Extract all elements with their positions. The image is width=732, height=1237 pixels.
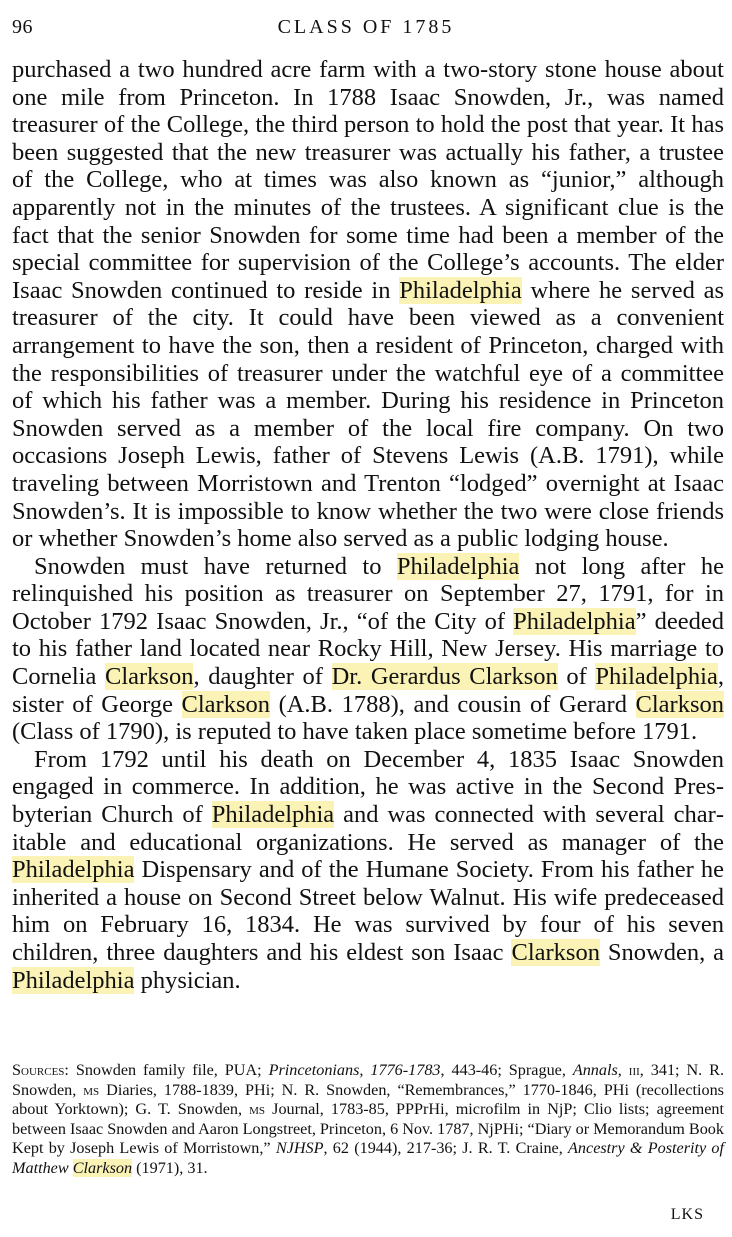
highlight-philadelphia: Philadelphia	[513, 607, 636, 635]
paragraph-2	[12, 553, 724, 746]
text-run: not long after he relinquished his position as treasurer on September 27, 1791, for in October 1792 Isaac Snowden, Jr., “of the City of	[12, 552, 724, 635]
source-text: Journal, 1783-85, PPPrHi, microfilm in NjP; Clio lists; agreement between Isaac Snowden and Aaron Longstreet, Princeton, 6 Nov. 1787, NjPHi; “Diary or Memorandum Book Kept by Joseph Lewis of Morristown,”	[12, 1100, 725, 1158]
author-initials: LKS	[670, 1206, 704, 1223]
text-run: of	[557, 663, 596, 691]
sources-note	[12, 1061, 724, 1179]
highlight-philadelphia: Philadelphia	[399, 276, 522, 304]
source-text: , 341; N. R. Snowden,	[12, 1061, 724, 1099]
highlight-philadelphia: Philadelphia	[12, 856, 135, 884]
source-text: ,	[617, 1061, 629, 1079]
text-run: purchased a two hundred acre farm with a two-story stone house about one mile from Princeton. In 1788 Isaac Snowden, Jr., was named treasurer of the College, the third person to hold the post that year. It has been suggested that the new treasurer was actually his father, a trustee of the College, who at times was also known as “junior,” although apparently not in the minutes of the trustees. A significant clue is the fact that the senior Snowden for some time had been a member of the special committee for supervision of the College’s accounts. The elder Isaac Snowden continued to reside in	[12, 56, 724, 304]
source-text: , 62 (1944), 217-36; J. R. T. Craine,	[323, 1139, 569, 1158]
source-text: Snowden family file, PUA;	[68, 1061, 269, 1079]
text-run: physician.	[134, 966, 241, 994]
highlight-clarkson: Clarkson	[105, 663, 194, 691]
highlight-philadelphia: Philadelphia	[12, 966, 135, 994]
highlight-philadelphia: Philadelphia	[396, 552, 520, 580]
source-abbrev: ms	[83, 1080, 100, 1099]
highlight-gerardus-clarkson: Dr. Gerardus Clarkson	[331, 663, 558, 691]
text-run: , daughter of	[193, 663, 332, 691]
text-run: where he served as treasurer of the city. It could have been viewed as a convenient arrangement to have the son, then a resident of Princeton, charged with the responsibilities of treasurer under the watchful eye of a committee of which his father was a member. During his residence in Princeton Snowden served as a member of the local fire company. On two occasions Joseph Lewis, father of Stevens Lewis (A.B. 1791), while traveling between Morristown and Trenton “lodged” overnight at Isaac Snowden’s. It is impossible to know whether the two were close friends or whether Snowden’s home also served as a public lodging house.	[12, 276, 725, 553]
text-run: (A.B. 1788), and cousin of Gerard	[270, 690, 636, 718]
body-text	[12, 56, 724, 994]
highlight-clarkson: Clarkson	[181, 690, 270, 718]
text-run: and was connected with several charitable and educational organizations. He served as manager of the	[12, 801, 724, 856]
sources-label: Sources:	[12, 1061, 69, 1079]
page-number: 96	[12, 16, 33, 38]
text-run: Snowden, a	[599, 939, 724, 966]
source-abbrev: ms	[249, 1100, 266, 1119]
source-title: NJHSP	[275, 1139, 324, 1158]
paragraph-3	[12, 746, 724, 994]
source-title: Princetonians, 1776-1783	[268, 1061, 441, 1079]
source-text: Diaries, 1788-1839, PHi; N. R. Snowden, “Remembrances,” 1770-1846, PHi (recollections about Yorktown); G. T. Snowden,	[12, 1080, 724, 1119]
paragraph-1	[12, 56, 724, 553]
source-text: , 443-46; Sprague,	[440, 1061, 573, 1079]
sources-paragraph	[12, 1061, 724, 1179]
source-text: (1971), 31.	[132, 1158, 208, 1177]
highlight-philadelphia: Philadelphia	[595, 663, 718, 691]
highlight-clarkson: Clarkson	[511, 939, 600, 966]
highlight-clarkson: Clarkson	[72, 1158, 133, 1177]
running-head: CLASS OF 1785	[277, 16, 455, 38]
source-volume: iii	[628, 1061, 640, 1079]
text-run: Snowden must have returned to	[34, 552, 397, 580]
text-run: ” deeded to his father land located near Rocky Hill, New Jersey. His marriage to Cornelia	[12, 607, 725, 691]
text-run: Dispensary and of the Humane Society. From his father he inherited a house on Second Street below Walnut. His wife predeceased him on February 16, 1834. He was survived by four of his seven children, three daughters and his eldest son Isaac	[12, 856, 724, 966]
text-run: , sister of George	[12, 663, 724, 718]
source-title: Annals	[572, 1061, 618, 1079]
source-title: Ancestry & Posterity of Matthew	[12, 1139, 724, 1177]
text-run: From 1792 until his death on December 4, 1835 Isaac Snowden engaged in commerce. In addition, he was active in the Second Presbyterian Church of	[12, 745, 724, 829]
highlight-clarkson: Clarkson	[635, 690, 724, 718]
highlight-philadelphia: Philadelphia	[211, 801, 335, 829]
text-run: (Class of 1790), is reputed to have taken place sometime before 1791.	[12, 718, 698, 746]
